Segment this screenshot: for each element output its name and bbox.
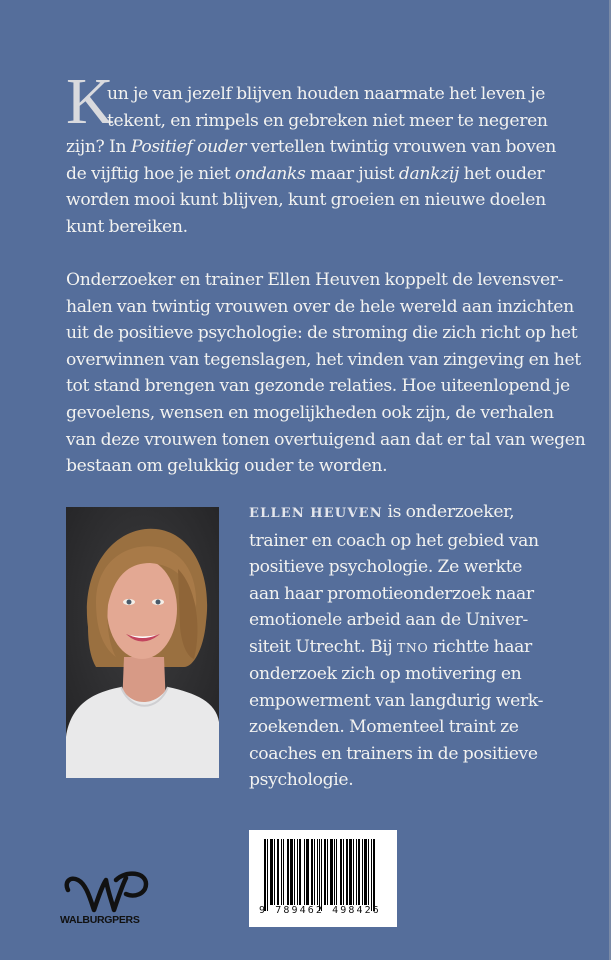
text-span: maar juist xyxy=(305,163,399,184)
text-line: un je van jezelf blijven houden naarmate het leven je xyxy=(107,84,546,104)
text-line: coaches en trainers in de positieve xyxy=(249,743,538,764)
book-title-italic: Positief ouder xyxy=(130,137,247,158)
author-photo xyxy=(66,507,219,778)
text-line: aan haar promotieonderzoek naar xyxy=(249,583,534,604)
emphasis-italic: ondanks xyxy=(234,163,306,184)
text-line: kunt bereiken. xyxy=(66,216,188,237)
text-line: bestaan om gelukkig ouder te worden. xyxy=(66,456,388,477)
text-line: emotionele arbeid aan de Univer- xyxy=(249,610,528,630)
tno-smallcaps: TNO xyxy=(397,639,429,655)
text-line: trainer en coach op het gebied van xyxy=(249,530,539,551)
text-line: empowerment van langdurig werk- xyxy=(249,690,544,711)
text-line: positieve psychologie. Ze werkte xyxy=(249,557,523,577)
emphasis-italic: dankzij xyxy=(398,163,460,184)
text-span: richtte haar xyxy=(428,636,532,657)
text-line: Onderzoeker en trainer Ellen Heuven koppelt de levensver- xyxy=(66,270,564,290)
walburgpers-wp-logo-icon xyxy=(60,868,150,918)
text-span: zijn? In xyxy=(66,137,131,158)
text-line: tekent, en rimpels en gebreken niet meer te negeren xyxy=(107,110,548,131)
text-line xyxy=(249,634,569,662)
text-line: halen van twintig vrouwen over de hele wereld aan inzichten xyxy=(66,296,574,317)
text-line xyxy=(66,161,556,188)
summary-paragraph xyxy=(66,267,586,480)
text-span: is onderzoeker, xyxy=(382,502,515,522)
publisher-name: WALBURGPERS xyxy=(60,914,140,926)
text-line: overwinnen van tegenslagen, het vinden van zingeving en het xyxy=(66,349,581,370)
text-line: onderzoek zich op motivering en xyxy=(249,664,522,684)
text-line: tot stand brengen van gezonde relaties. Hoe uiteenlopend je xyxy=(66,376,570,397)
text-span: vertellen twintig vrouwen van boven xyxy=(246,137,556,158)
text-span: de vijftig hoe je niet xyxy=(66,163,235,184)
text-line: gevoelens, wensen en mogelijkheden ook zijn, de verhalen xyxy=(66,402,554,423)
intro-paragraph xyxy=(66,81,556,241)
author-name: ELLEN HEUVEN xyxy=(249,506,383,521)
isbn-barcode xyxy=(249,830,397,927)
isbn-digits: 9 789462 498426 xyxy=(259,905,381,916)
text-span: siteit Utrecht. Bij xyxy=(249,636,397,657)
text-line: worden mooi kunt blijven, kunt groeien en nieuwe doelen xyxy=(66,190,546,211)
drop-cap: K xyxy=(66,65,114,138)
author-portrait-icon xyxy=(66,507,219,778)
text-line: uit de positieve psychologie: de stroming die zich richt op het xyxy=(66,323,578,344)
text-span: het ouder xyxy=(459,163,545,184)
barcode-bars xyxy=(264,839,382,909)
text-line: zoekenden. Momenteel traint ze xyxy=(249,717,519,737)
text-line: psychologie. xyxy=(249,770,354,790)
text-line: van deze vrouwen tonen overtuigend aan dat er tal van wegen xyxy=(66,429,586,450)
author-bio xyxy=(249,499,569,794)
text-line xyxy=(66,134,556,161)
text-line xyxy=(249,499,569,528)
